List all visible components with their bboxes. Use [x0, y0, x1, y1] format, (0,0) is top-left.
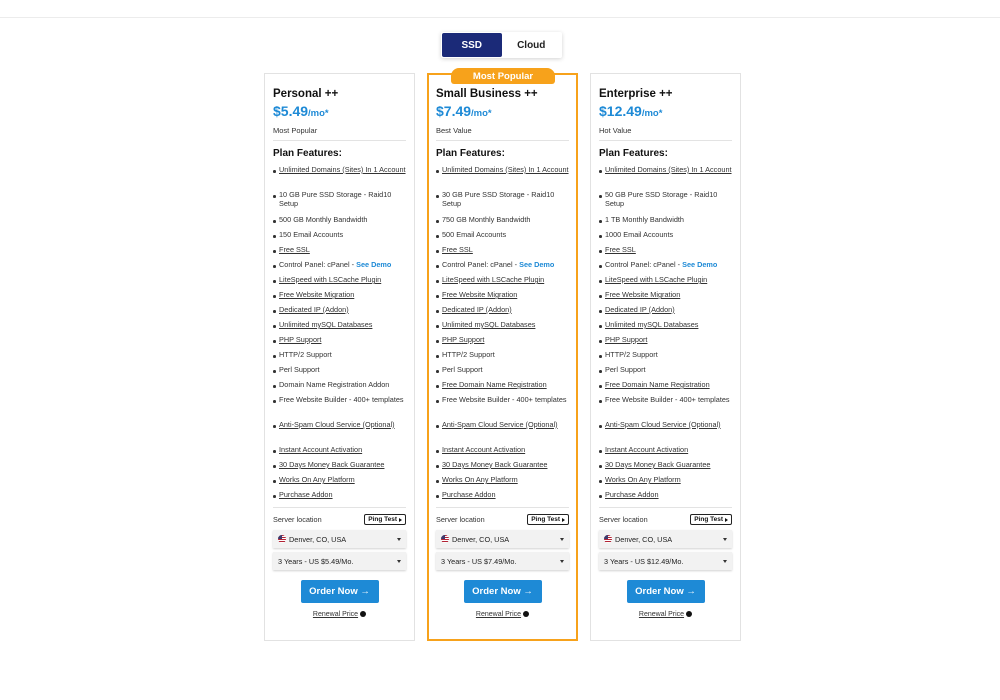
feature-item [599, 395, 732, 420]
feature-link[interactable]: Works On Any Platform [605, 475, 681, 484]
features-title: Plan Features: [273, 148, 342, 159]
renewal-price[interactable] [599, 611, 732, 618]
feature-text: HTTP/2 Support [279, 350, 332, 359]
feature-item [273, 395, 406, 420]
feature-link[interactable]: Anti-Spam Cloud Service (Optional) [279, 420, 395, 429]
feature-link[interactable]: Unlimited Domains (Sites) In 1 Account [442, 165, 569, 174]
ping-test-label: Ping Test [531, 516, 560, 523]
term-value: 3 Years - US $7.49/Mo. [441, 556, 517, 566]
header-divider [0, 17, 1000, 18]
plan-name: Enterprise ++ [599, 88, 673, 100]
feature-item [273, 230, 406, 245]
feature-text: Free Website Builder - 400+ templates [605, 395, 730, 404]
feature-list [436, 165, 569, 505]
feature-text: Free Website Builder - 400+ templates [442, 395, 567, 404]
feature-link[interactable]: Free Website Migration [442, 290, 518, 299]
feature-item[interactable] [599, 445, 732, 460]
feature-link[interactable]: Free Domain Name Registration [442, 380, 547, 389]
feature-item [273, 380, 406, 395]
feature-item[interactable] [599, 245, 732, 260]
ping-test-button[interactable] [690, 514, 732, 525]
order-now-button[interactable]: Order Now → [627, 580, 705, 603]
divider [436, 140, 569, 141]
feature-text: 500 Email Accounts [442, 230, 507, 239]
feature-link[interactable]: Purchase Addon [605, 490, 659, 499]
plan-price [273, 102, 406, 123]
plan-price [436, 102, 569, 123]
feature-item[interactable] [436, 475, 569, 490]
see-demo-link[interactable]: See Demo [519, 260, 555, 269]
feature-item[interactable] [273, 165, 406, 190]
divider [273, 507, 406, 508]
feature-item[interactable] [599, 475, 732, 490]
feature-link[interactable]: Free Domain Name Registration [605, 380, 710, 389]
feature-link[interactable]: Dedicated IP (Addon) [442, 305, 512, 314]
feature-link[interactable]: PHP Support [605, 335, 648, 344]
see-demo-link[interactable]: See Demo [682, 260, 718, 269]
term-value: 3 Years - US $5.49/Mo. [278, 556, 354, 566]
feature-text: 750 GB Monthly Bandwidth [442, 215, 531, 224]
feature-text: 1 TB Monthly Bandwidth [605, 215, 684, 224]
divider [436, 507, 569, 508]
location-value: Denver, CO, USA [452, 534, 510, 544]
feature-item [436, 230, 569, 245]
feature-item [436, 365, 569, 380]
feature-item[interactable] [436, 320, 569, 335]
term-select[interactable] [436, 552, 569, 570]
feature-link[interactable]: Free Website Migration [605, 290, 681, 299]
chevron-down-icon [560, 538, 564, 541]
feature-link[interactable]: Free SSL [605, 245, 636, 254]
feature-link[interactable]: Unlimited mySQL Databases [279, 320, 373, 329]
feature-item[interactable] [273, 290, 406, 305]
feature-item[interactable] [273, 245, 406, 260]
renewal-price-link[interactable]: Renewal Price [638, 611, 685, 618]
plan-tagline: Most Popular [273, 126, 318, 135]
plan-name: Small Business ++ [436, 88, 538, 100]
feature-link[interactable]: Anti-Spam Cloud Service (Optional) [442, 420, 558, 429]
feature-item[interactable] [599, 460, 732, 475]
order-now-button[interactable]: Order Now → [464, 580, 542, 603]
tab-cloud[interactable]: Cloud [517, 39, 546, 51]
feature-link[interactable]: Works On Any Platform [442, 475, 518, 484]
most-popular-badge: Most Popular [451, 68, 555, 84]
feature-text: HTTP/2 Support [605, 350, 658, 359]
feature-item[interactable] [599, 490, 732, 505]
feature-item [599, 215, 732, 230]
feature-link[interactable]: Unlimited Domains (Sites) In 1 Account [605, 165, 732, 174]
term-select[interactable] [599, 552, 732, 570]
plan-card-personal [264, 73, 415, 641]
feature-text: HTTP/2 Support [442, 350, 495, 359]
us-flag-icon [441, 535, 449, 543]
feature-item[interactable] [599, 335, 732, 350]
feature-link[interactable]: Free SSL [279, 245, 310, 254]
plan-price [599, 102, 732, 123]
feature-item[interactable] [273, 320, 406, 335]
plan-card-small-business [427, 70, 578, 641]
info-icon [686, 611, 692, 617]
feature-item[interactable] [273, 420, 406, 445]
feature-link[interactable]: Anti-Spam Cloud Service (Optional) [605, 420, 721, 429]
feature-item [436, 350, 569, 365]
divider [599, 140, 732, 141]
info-icon [360, 611, 366, 617]
feature-text: 500 GB Monthly Bandwidth [279, 215, 368, 224]
feature-link[interactable]: Works On Any Platform [279, 475, 355, 484]
renewal-price-link[interactable]: Renewal Price [475, 611, 522, 618]
feature-item[interactable] [599, 320, 732, 335]
feature-link[interactable]: 30 Days Money Back Guarantee [605, 460, 711, 469]
features-title: Plan Features: [436, 148, 505, 159]
feature-item[interactable] [436, 380, 569, 395]
order-now-button[interactable]: Order Now → [301, 580, 379, 603]
feature-item[interactable] [599, 275, 732, 290]
location-select[interactable] [599, 530, 732, 548]
feature-item [599, 365, 732, 380]
feature-item[interactable] [273, 475, 406, 490]
plan-card-enterprise [590, 73, 741, 641]
feature-item[interactable] [436, 305, 569, 320]
feature-item[interactable] [436, 165, 569, 190]
feature-item[interactable] [436, 460, 569, 475]
price-period: /mo* [641, 108, 663, 119]
feature-item [273, 365, 406, 380]
chevron-down-icon [723, 538, 727, 541]
feature-item [599, 260, 732, 275]
feature-list [273, 165, 406, 505]
divider [599, 507, 732, 508]
feature-item [273, 215, 406, 230]
feature-item [273, 260, 406, 275]
feature-item[interactable] [436, 290, 569, 305]
feature-text: 150 Email Accounts [279, 230, 344, 239]
feature-text: Control Panel: cPanel - [605, 260, 683, 269]
feature-link[interactable]: Free SSL [442, 245, 473, 254]
feature-link[interactable]: Dedicated IP (Addon) [605, 305, 675, 314]
feature-link[interactable]: Purchase Addon [442, 490, 496, 499]
renewal-price[interactable] [436, 611, 569, 618]
feature-item[interactable] [436, 275, 569, 290]
ping-test-button[interactable] [364, 514, 406, 525]
renewal-price-link[interactable]: Renewal Price [312, 611, 359, 618]
feature-link[interactable]: LiteSpeed with LSCache Plugin [279, 275, 382, 284]
divider [273, 140, 406, 141]
feature-text: 50 GB Pure SSD Storage - Raid10 Setup [605, 190, 718, 208]
feature-item[interactable] [273, 490, 406, 505]
server-location-label: Server location [436, 515, 485, 524]
feature-item[interactable] [599, 305, 732, 320]
feature-item[interactable] [599, 290, 732, 305]
feature-link[interactable]: Purchase Addon [279, 490, 333, 499]
price-period: /mo* [471, 108, 492, 119]
feature-text: Perl Support [442, 365, 483, 374]
feature-item [436, 395, 569, 420]
feature-item [273, 350, 406, 365]
feature-text: 1000 Email Accounts [605, 230, 674, 239]
feature-text: Perl Support [605, 365, 646, 374]
feature-text: 30 GB Pure SSD Storage - Raid10 Setup [442, 190, 555, 208]
feature-item[interactable] [599, 380, 732, 395]
feature-link[interactable]: 30 Days Money Back Guarantee [279, 460, 385, 469]
hosting-type-toggle [441, 32, 562, 58]
ping-test-label: Ping Test [368, 516, 397, 523]
price-amount: $12.49 [599, 103, 642, 119]
plan-tagline: Best Value [436, 126, 472, 135]
feature-text: Perl Support [279, 365, 320, 374]
location-select[interactable] [273, 530, 406, 548]
feature-text: Control Panel: cPanel - [279, 260, 357, 269]
feature-link[interactable]: Instant Account Activation [605, 445, 689, 454]
feature-text: Free Website Builder - 400+ templates [279, 395, 404, 404]
chevron-down-icon [397, 538, 401, 541]
features-title: Plan Features: [599, 148, 668, 159]
chevron-down-icon [560, 560, 564, 563]
server-row [599, 514, 732, 525]
see-demo-link[interactable]: See Demo [356, 260, 392, 269]
price-amount: $7.49 [436, 103, 472, 119]
server-location-label: Server location [599, 515, 648, 524]
feature-item [436, 190, 569, 215]
location-value: Denver, CO, USA [615, 534, 673, 544]
feature-text: 10 GB Pure SSD Storage - Raid10 Setup [279, 190, 392, 208]
server-row [273, 514, 406, 525]
feature-link[interactable]: 30 Days Money Back Guarantee [442, 460, 548, 469]
feature-item [436, 215, 569, 230]
feature-item[interactable] [273, 445, 406, 460]
feature-link[interactable]: Instant Account Activation [442, 445, 526, 454]
us-flag-icon [278, 535, 286, 543]
renewal-price[interactable] [273, 611, 406, 618]
feature-item[interactable] [273, 305, 406, 320]
ping-test-label: Ping Test [694, 516, 723, 523]
feature-link[interactable]: Unlimited mySQL Databases [442, 320, 536, 329]
feature-item[interactable] [273, 275, 406, 290]
term-select[interactable] [273, 552, 406, 570]
feature-item[interactable] [436, 490, 569, 505]
chevron-down-icon [723, 560, 727, 563]
price-amount: $5.49 [273, 103, 309, 119]
server-location-label: Server location [273, 515, 322, 524]
feature-item[interactable] [599, 165, 732, 190]
us-flag-icon [604, 535, 612, 543]
feature-item [599, 230, 732, 245]
server-row [436, 514, 569, 525]
feature-item [599, 190, 732, 215]
feature-link[interactable]: Instant Account Activation [279, 445, 363, 454]
play-icon [725, 518, 728, 522]
feature-text: Control Panel: cPanel - [442, 260, 520, 269]
feature-link[interactable]: Dedicated IP (Addon) [279, 305, 349, 314]
play-icon [562, 518, 565, 522]
feature-item [436, 260, 569, 275]
location-value: Denver, CO, USA [289, 534, 347, 544]
feature-link[interactable]: PHP Support [442, 335, 485, 344]
feature-item[interactable] [273, 460, 406, 475]
plan-tagline: Hot Value [599, 126, 632, 135]
plan-name: Personal ++ [273, 88, 339, 100]
info-icon [523, 611, 529, 617]
feature-link[interactable]: Free Website Migration [279, 290, 355, 299]
location-select[interactable] [436, 530, 569, 548]
feature-link[interactable]: LiteSpeed with LSCache Plugin [442, 275, 545, 284]
feature-item[interactable] [436, 335, 569, 350]
feature-text: Domain Name Registration Addon [279, 380, 390, 389]
feature-item [599, 350, 732, 365]
feature-item[interactable] [599, 420, 732, 445]
ping-test-button[interactable] [527, 514, 569, 525]
feature-link[interactable]: Unlimited mySQL Databases [605, 320, 699, 329]
play-icon [399, 518, 402, 522]
feature-item[interactable] [436, 420, 569, 445]
feature-item[interactable] [436, 245, 569, 260]
feature-link[interactable]: Unlimited Domains (Sites) In 1 Account [279, 165, 406, 174]
tab-ssd[interactable]: SSD [442, 33, 502, 57]
feature-list [599, 165, 732, 505]
feature-item[interactable] [273, 335, 406, 350]
feature-link[interactable]: PHP Support [279, 335, 322, 344]
feature-item[interactable] [436, 445, 569, 460]
feature-item [273, 190, 406, 215]
feature-link[interactable]: LiteSpeed with LSCache Plugin [605, 275, 708, 284]
term-value: 3 Years - US $12.49/Mo. [604, 556, 684, 566]
chevron-down-icon [397, 560, 401, 563]
price-period: /mo* [308, 108, 329, 119]
